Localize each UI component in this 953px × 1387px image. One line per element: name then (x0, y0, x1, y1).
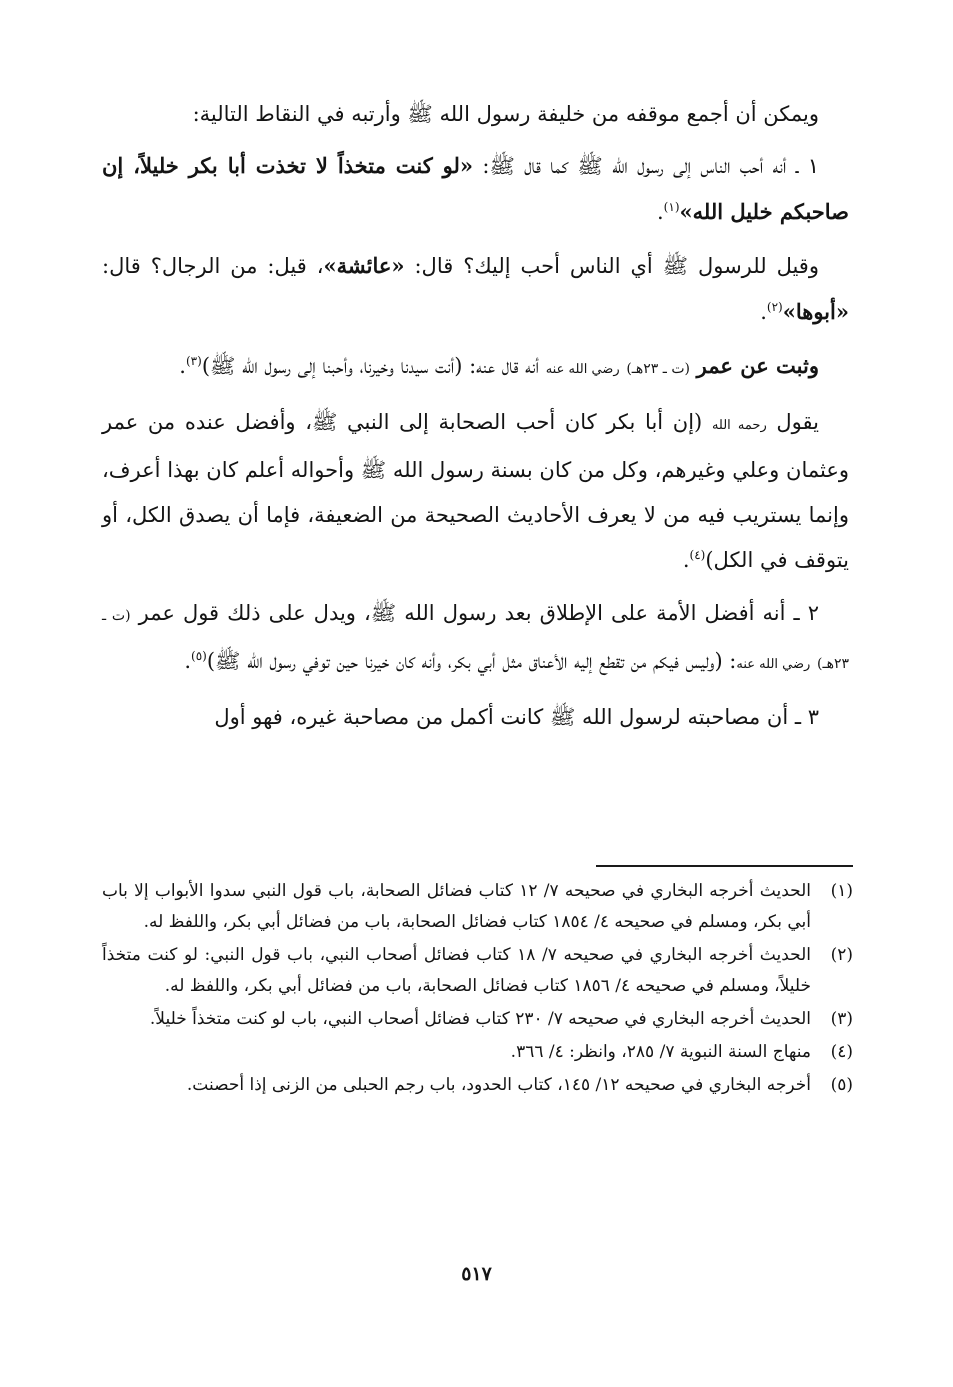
footnote-number: (٥) (830, 1075, 853, 1095)
umar-death-date: (ت ـ ٢٣هـ) (626, 361, 690, 377)
aisha-text-a: وقيل للرسول ﷺ أي الناس أحب إليك؟ قال: (414, 254, 819, 278)
point-1-number: ١ ـ (795, 154, 819, 178)
umar-paragraph: وثبت عن عمر (ت ـ ٢٣هـ) رضي الله عنه أنه قال عنه: (أنت سيدنا وخيرنا، وأحبنا إلى رسول الله ﷺ)$^{(٣)}$. (179, 353, 819, 378)
footnote-text: الحديث أخرجه البخاري في صحيحه ٧/ ١٨ كتاب فضائل أصحاب النبي، باب قول النبي: لو كنت متخذاً خليلاً، ومسلم في صحيحه ٤/ ١٨٥٦ كتاب فضائل الصحابة، باب من فضائل أبي بكر، واللفظ له. (102, 945, 811, 996)
footnote-divider (596, 865, 853, 867)
aisha-quote: «عائشة» (323, 253, 405, 278)
footnote-text: الحديث أخرجه البخاري في صحيحه ٧/ ١٢ كتاب فضائل الصحابة، باب قول النبي سدوا الأبواب إلا باب أبي بكر، ومسلم في صحيحه ٤/ ١٨٥٤ كتاب فضائل الصحابة، باب من فضائل أبي بكر، واللفظ له. (102, 881, 811, 932)
main-text (102, 92, 849, 748)
hadith-quote: «لو كنت متخذاً لا تخذت أبا بكر خليلاً، إن صاحبكم خليل الله» (102, 153, 849, 224)
footnotes (102, 876, 853, 1103)
point-2-paragraph: ٢ ـ أنه أفضل الأمة على الإطلاق بعد رسول الله ﷺ، ويدل على ذلك قول عمر (ت ـ ٢٣هـ) رضي الله عنه: (وليس فيكم من تقطع إليه الأعناق مثل أبي بكر، وأنه كان خيرنا حين توفي رسول الله ﷺ)$^{(٥)}$. (102, 601, 849, 673)
footnote-ref-2[interactable]: (٢) (766, 300, 783, 314)
footnote (102, 1070, 853, 1101)
footnote (102, 940, 853, 1002)
honorific-glyph: رضي الله عنه (736, 657, 811, 672)
point-2-text-b: : (وليس فيكم من تقطع إليه الأعناق مثل أبي بكر، وأنه كان خيرنا حين توفي رسول الله ﷺ) (206, 649, 737, 673)
footnote-number: (١) (830, 881, 853, 901)
umar-death-date: (ت ـ ٢٣هـ) (102, 608, 849, 672)
point-1-paragraph: ١ ـ أنه أحب الناس إلى رسول الله ﷺ كما قال ﷺ: «لو كنت متخذاً لا تخذت أبا بكر خليلاً، إن صاحبكم خليل الله»$^{(١)}$. (102, 153, 849, 224)
page-number: ٥١٧ (461, 1263, 492, 1285)
point-2-text-a: أنه أفضل الأمة على الإطلاق بعد رسول الله ﷺ، ويدل على ذلك قول عمر (138, 601, 786, 625)
ibn-taymiyya-paragraph: يقول رحمه الله (إن أبا بكر كان أحب الصحابة إلى النبي ﷺ، وأفضل عنده من عمر وعثمان وعلي وغيرهم، وكل من كان بسنة رسول الله ﷺ وأحواله أعلم كان بهذا أعرف، وإنما يستريب فيه من لا يعرف الأحاديث الصحيحة من الضعيفة، فإما أن يصدق الكل، أو يتوقف في الكل)$^{(٤)}$. (102, 410, 849, 572)
footnote (102, 1004, 853, 1035)
aisha-text-b: ، قيل: من الرجال؟ قال: (102, 254, 324, 278)
point-3-text: أن مصاحبته لرسول الله ﷺ كانت أكمل من مصاحبة غيره، فهو أول (214, 705, 789, 729)
aisha-paragraph: وقيل للرسول ﷺ أي الناس أحب إليك؟ قال: «عائشة»، قيل: من الرجال؟ قال: «أبوها»$^{(٢)}$. (102, 253, 849, 324)
footnote (102, 876, 853, 938)
umar-lead: وثبت عن عمر (696, 353, 819, 378)
footnote-text: أخرجه البخاري في صحيحه ١٢/ ١٤٥، كتاب الحدود، باب رجم الحبلى من الزنى إذا أحصنت. (186, 1075, 811, 1095)
footnote-ref-1[interactable]: (١) (663, 200, 680, 214)
point-3-paragraph (102, 695, 849, 740)
footnote-number: (٤) (830, 1042, 853, 1062)
point-1-text: أنه أحب الناس إلى رسول الله ﷺ كما قال ﷺ: (482, 154, 787, 178)
quote-text: (إن أبا بكر كان أحب الصحابة إلى النبي ﷺ، وأفضل عنده من عمر وعثمان وعلي وغيرهم، وكل من كان بسنة رسول الله ﷺ وأحواله أعلم كان بهذا أعرف، وإنما يستريب فيه من لا يعرف الأحاديث الصحيحة من الضعيفة، فإما أن يصدق الكل، أو يتوقف في الكل) (102, 410, 849, 572)
point-3-number: ٣ ـ (794, 705, 819, 729)
point-2-number: ٢ ـ (793, 601, 819, 625)
footnote-text: منهاج السنة النبوية ٧/ ٢٨٥، وانظر: ٤/ ٣٦٦. (510, 1042, 811, 1062)
footnote-text: الحديث أخرجه البخاري في صحيحه ٧/ ٢٣٠ كتاب فضائل أصحاب النبي، باب لو كنت متخذاً خليلاً. (149, 1009, 811, 1029)
footnote-ref-3[interactable]: (٣) (185, 354, 202, 368)
footnote-number: (٢) (830, 945, 853, 965)
intro-paragraph (102, 92, 849, 137)
footnote-number: (٣) (830, 1009, 853, 1029)
umar-text: أنه قال عنه: (أنت سيدنا وخيرنا، وأحبنا إلى رسول الله ﷺ) (201, 354, 540, 378)
honorific-glyph: رحمه الله (711, 418, 767, 433)
honorific-glyph: رضي الله عنه (545, 362, 620, 377)
quote-lead: يقول (776, 410, 819, 434)
footnote-ref-4[interactable]: (٤) (689, 548, 706, 562)
abuha-quote: «أبوها» (782, 299, 849, 324)
footnote-ref-5[interactable]: (٥) (191, 649, 207, 663)
intro-text: ويمكن أن أجمع موقفه من خليفة رسول الله ﷺ وأرتبه في النقاط التالية: (192, 102, 819, 126)
footnote (102, 1037, 853, 1068)
